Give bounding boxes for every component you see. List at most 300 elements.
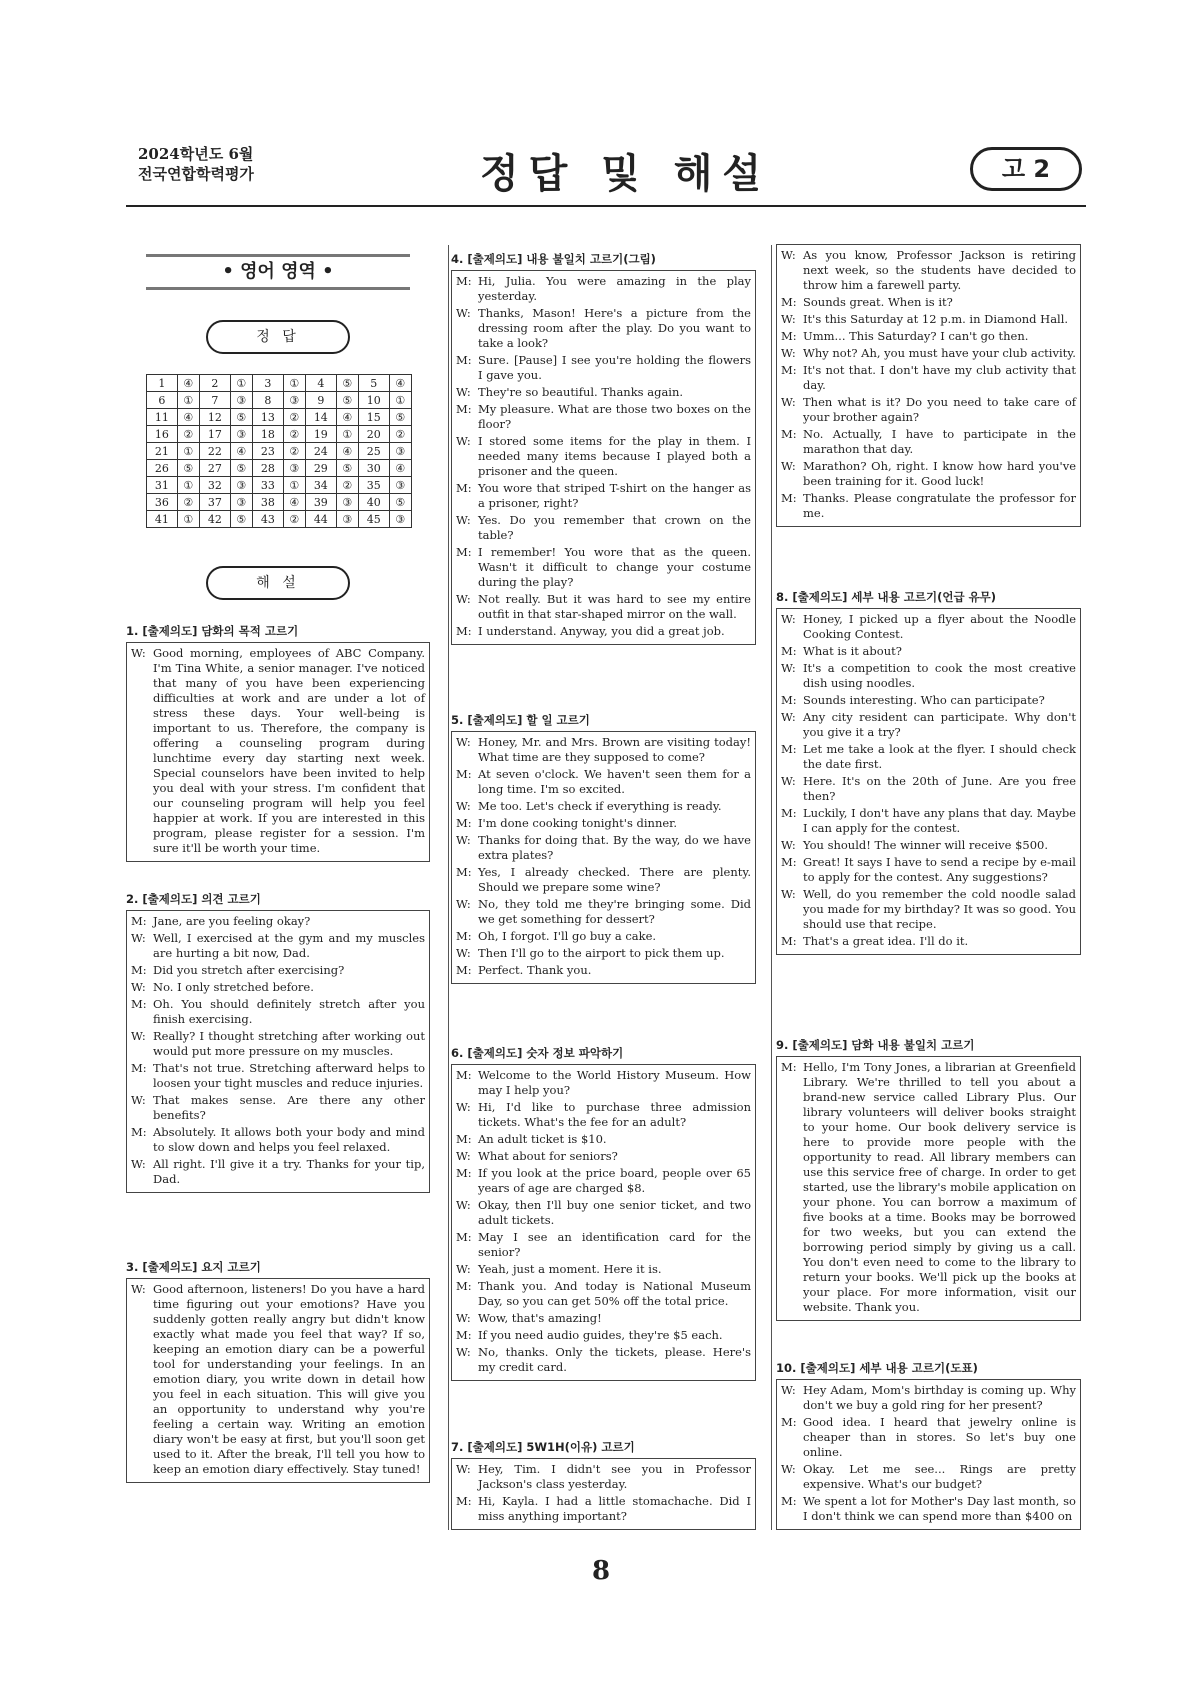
utterance: No. Actually, I have to participate in the marathon that day. (803, 427, 1076, 456)
answer-choice: ② (177, 494, 199, 511)
utterance: Did you stretch after exercising? (153, 963, 345, 977)
script-box (126, 910, 430, 1193)
speaker: W: (456, 799, 471, 813)
utterance: May I see an identification card for the senior? (478, 1230, 751, 1259)
question-number: 43 (252, 511, 283, 528)
answer-row (147, 392, 412, 409)
dialogue-line (781, 329, 1076, 344)
utterance: Great! It says I have to send a recipe by e-mail to apply for the contest. Any suggestions? (803, 855, 1076, 884)
section-title: 10. [출제의도] 세부 내용 고르기(도표) (776, 1361, 978, 1375)
answer-choice: ③ (389, 443, 411, 460)
section-q8 (776, 590, 1081, 955)
answers-label: 정 답 (206, 320, 350, 354)
dialogue-line (456, 1100, 751, 1130)
dialogue-line (131, 963, 425, 978)
dialogue-line (456, 481, 751, 511)
utterance: Oh. You should definitely stretch after you finish exercising. (153, 997, 425, 1026)
dialogue-line (781, 855, 1076, 885)
utterance: Yes, I already checked. There are plenty. Should we prepare some wine? (478, 865, 751, 894)
dialogue-line (781, 346, 1076, 361)
question-number: 29 (305, 460, 336, 477)
utterance: Absolutely. It allows both your body and mind to slow down and helps you feel relaxed. (153, 1125, 425, 1154)
utterance: Luckily, I don't have any plans that day. Maybe I can apply for the contest. (803, 806, 1076, 835)
speaker: W: (781, 312, 796, 326)
utterance: Yeah, just a moment. Here it is. (478, 1262, 662, 1276)
answer-choice: ① (283, 375, 305, 392)
grade-badge: 고 2 (970, 147, 1082, 191)
dialogue-line (131, 931, 425, 961)
utterance: All right. I'll give it a try. Thanks for your tip, Dad. (153, 1157, 425, 1186)
utterance: That's a great idea. I'll do it. (803, 934, 969, 948)
answer-choice: ② (283, 443, 305, 460)
answer-choice: ③ (336, 511, 358, 528)
answer-choice: ① (177, 392, 199, 409)
answer-choice: ③ (336, 494, 358, 511)
question-number: 26 (147, 460, 178, 477)
speaker: M: (131, 1061, 147, 1075)
question-number: 38 (252, 494, 283, 511)
question-number: 11 (147, 409, 178, 426)
speaker: W: (131, 1093, 146, 1107)
dialogue-line (456, 1311, 751, 1326)
utterance: Hi, I'd like to purchase three admission tickets. What's the fee for an adult? (478, 1100, 751, 1129)
speaker: M: (781, 806, 797, 820)
question-number: 8 (252, 392, 283, 409)
speaker: W: (456, 1262, 471, 1276)
answer-choice: ⑤ (177, 460, 199, 477)
speaker: M: (456, 624, 472, 638)
speaker: W: (131, 646, 146, 660)
question-number: 23 (252, 443, 283, 460)
utterance: Hey, Tim. I didn't see you in Professor Jackson's class yesterday. (478, 1462, 751, 1491)
answer-row (147, 494, 412, 511)
dialogue-line (456, 1166, 751, 1196)
speaker: M: (781, 329, 797, 343)
question-number: 20 (358, 426, 389, 443)
speaker: M: (456, 767, 472, 781)
answer-row (147, 511, 412, 528)
dialogue-line (781, 710, 1076, 740)
speaker: M: (456, 865, 472, 879)
exam-year-month: 2024학년도 6월 (138, 145, 254, 163)
answer-choice: ② (283, 511, 305, 528)
speaker: W: (456, 434, 471, 448)
question-number: 15 (358, 409, 389, 426)
dialogue-line (456, 592, 751, 622)
answer-choice: ② (389, 426, 411, 443)
speaker: M: (781, 427, 797, 441)
dialogue-line (131, 1029, 425, 1059)
script-box (126, 1278, 430, 1483)
answer-row (147, 409, 412, 426)
answer-choice: ③ (283, 460, 305, 477)
question-number: 34 (305, 477, 336, 494)
utterance: Wow, that's amazing! (478, 1311, 602, 1325)
speaker: M: (456, 1166, 472, 1180)
dialogue-line (781, 774, 1076, 804)
exam-name: 전국연합학력평가 (138, 165, 254, 183)
utterance: We spent a lot for Mother's Day last month, so I don't think we can spend more than $400 on (803, 1494, 1076, 1523)
script-box (126, 642, 430, 862)
dialogue-line (131, 1125, 425, 1155)
section-title: 8. [출제의도] 세부 내용 고르기(언급 유무) (776, 590, 997, 604)
answer-choice: ④ (336, 409, 358, 426)
dialogue-line (781, 295, 1076, 310)
dialogue-line (456, 897, 751, 927)
answer-choice: ② (283, 409, 305, 426)
dialogue-line (456, 385, 751, 400)
answer-choice: ① (177, 443, 199, 460)
question-number: 39 (305, 494, 336, 511)
utterance: Really? I thought stretching after working out would put more pressure on my muscles. (153, 1029, 425, 1058)
dialogue-line (781, 312, 1076, 327)
dialogue-line (131, 980, 425, 995)
dialogue-line (456, 1328, 751, 1343)
dialogue-line (781, 661, 1076, 691)
answer-choice: ⑤ (230, 511, 252, 528)
utterance: At seven o'clock. We haven't seen them for a long time. I'm so excited. (478, 767, 751, 796)
section-q4 (451, 252, 756, 645)
dialogue-line (456, 434, 751, 479)
utterance: Okay. Let me see... Rings are pretty expensive. What's our budget? (803, 1462, 1076, 1491)
utterance: You should! The winner will receive $500. (803, 838, 1049, 852)
dialogue-line (781, 395, 1076, 425)
dialogue-line (456, 929, 751, 944)
utterance: Hello, I'm Tony Jones, a librarian at Greenfield Library. We're thrilled to tell you about a brand-new service called Library Plus. Our library volunteers will deliver books straight to your home. Our book delivery service is here to provide more people with the opportunity to read. All library members can use this service free of charge. In order to get started, use the library's mobile application on your phone. You can borrow a maximum of five books at a time. Books may be borrowed for two weeks, but you can extend the borrowing period simply by giving us a call. You don't even need to come to the library to return your books. We'll pick up the books at your place. For more information, visit our website. Thank you. (803, 1060, 1076, 1314)
speaker: M: (781, 855, 797, 869)
speaker: M: (781, 295, 797, 309)
question-number: 25 (358, 443, 389, 460)
speaker: M: (781, 693, 797, 707)
dialogue-line (781, 427, 1076, 457)
utterance: Umm... This Saturday? I can't go then. (803, 329, 1029, 343)
dialogue-line (456, 735, 751, 765)
utterance: Me too. Let's check if everything is ready. (478, 799, 722, 813)
utterance: Sounds interesting. Who can participate? (803, 693, 1045, 707)
explanation-label: 해 설 (206, 566, 350, 600)
answer-choice: ④ (177, 375, 199, 392)
utterance: Well, I exercised at the gym and my muscles are hurting a bit now, Dad. (153, 931, 425, 960)
speaker: W: (131, 980, 146, 994)
answer-choice: ③ (230, 392, 252, 409)
utterance: Hey Adam, Mom's birthday is coming up. Why don't we buy a gold ring for her present? (803, 1383, 1076, 1412)
utterance: What is it about? (803, 644, 902, 658)
utterance: Thank you. And today is National Museum Day, so you can get 50% off the total price. (478, 1279, 751, 1308)
speaker: W: (781, 838, 796, 852)
speaker: W: (781, 612, 796, 626)
page-number: 8 (592, 1556, 611, 1586)
dialogue-line (456, 274, 751, 304)
question-number: 7 (199, 392, 230, 409)
speaker: W: (131, 931, 146, 945)
utterance: I stored some items for the play in them. I needed many items because I played both a prisoner and the queen. (478, 434, 751, 478)
utterance: No, they told me they're bringing some. Did we get something for dessert? (478, 897, 751, 926)
speaker: M: (131, 963, 147, 977)
speaker: W: (781, 459, 796, 473)
dialogue-line (781, 934, 1076, 949)
speaker: W: (456, 1311, 471, 1325)
speaker: M: (456, 353, 472, 367)
question-number: 6 (147, 392, 178, 409)
answer-choice: ② (283, 426, 305, 443)
question-number: 27 (199, 460, 230, 477)
utterance: Then I'll go to the airport to pick them up. (478, 946, 725, 960)
speaker: W: (456, 897, 471, 911)
dialogue-line (456, 946, 751, 961)
dialogue-line (456, 799, 751, 814)
utterance: If you look at the price board, people over 65 years of age are charged $8. (478, 1166, 751, 1195)
utterance: Thanks, Mason! Here's a picture from the dressing room after the play. Do you want to take a look? (478, 306, 751, 350)
script-box (776, 244, 1081, 527)
dialogue-line (781, 644, 1076, 659)
section-title: 9. [출제의도] 담화 내용 불일치 고르기 (776, 1038, 975, 1052)
answer-row (147, 426, 412, 443)
section-title: 7. [출제의도] 5W1H(이유) 고르기 (451, 1440, 635, 1454)
speaker: W: (456, 1462, 471, 1476)
utterance: Okay, then I'll buy one senior ticket, and two adult tickets. (478, 1198, 751, 1227)
utterance: Not really. But it was hard to see my entire outfit in that star-shaped mirror on the wall. (478, 592, 751, 621)
speaker: M: (456, 816, 472, 830)
question-number: 22 (199, 443, 230, 460)
utterance: Sure. [Pause] I see you're holding the flowers I gave you. (478, 353, 751, 382)
speaker: M: (456, 1132, 472, 1146)
dialogue-line (456, 1149, 751, 1164)
dialogue-line (781, 838, 1076, 853)
answer-choice: ② (336, 477, 358, 494)
section-title: 1. [출제의도] 담화의 목적 고르기 (126, 624, 299, 638)
utterance: Well, do you remember the cold noodle salad you made for my birthday? It was so good. You should use that recipe. (803, 887, 1076, 931)
speaker: W: (456, 735, 471, 749)
question-number: 10 (358, 392, 389, 409)
dialogue-line (781, 612, 1076, 642)
answer-choice: ① (230, 375, 252, 392)
question-number: 36 (147, 494, 178, 511)
answer-row (147, 460, 412, 477)
dialogue-line (456, 767, 751, 797)
utterance: Any city resident can participate. Why don't you give it a try? (803, 710, 1076, 739)
dialogue-line (456, 1462, 751, 1492)
dialogue-line (781, 1462, 1076, 1492)
dialogue-line (781, 1415, 1076, 1460)
dialogue-line (781, 806, 1076, 836)
question-number: 28 (252, 460, 283, 477)
question-number: 3 (252, 375, 283, 392)
answer-choice: ③ (230, 426, 252, 443)
question-number: 30 (358, 460, 389, 477)
question-number: 24 (305, 443, 336, 460)
section-q3 (126, 1260, 430, 1483)
question-number: 45 (358, 511, 389, 528)
answer-choice: ③ (230, 477, 252, 494)
column-divider (771, 245, 772, 1530)
utterance: I'm done cooking tonight's dinner. (478, 816, 678, 830)
speaker: W: (781, 1462, 796, 1476)
dialogue-line (131, 1061, 425, 1091)
utterance: Yes. Do you remember that crown on the table? (478, 513, 751, 542)
question-number: 31 (147, 477, 178, 494)
speaker: M: (456, 545, 472, 559)
speaker: W: (456, 513, 471, 527)
question-number: 40 (358, 494, 389, 511)
section-title: 5. [출제의도] 할 일 고르기 (451, 713, 590, 727)
speaker: W: (131, 1029, 146, 1043)
dialogue-line (781, 693, 1076, 708)
section-q1 (126, 624, 430, 862)
question-number: 32 (199, 477, 230, 494)
utterance: If you need audio guides, they're $5 each. (478, 1328, 723, 1342)
script-box (451, 270, 756, 645)
utterance: An adult ticket is $10. (478, 1132, 607, 1146)
script-box (776, 608, 1081, 955)
section-title: 2. [출제의도] 의견 고르기 (126, 892, 261, 906)
question-number: 19 (305, 426, 336, 443)
speaker: W: (781, 661, 796, 675)
speaker: W: (781, 395, 796, 409)
utterance: Oh, I forgot. I'll go buy a cake. (478, 929, 657, 943)
question-number: 2 (199, 375, 230, 392)
section-q10 (776, 1361, 1081, 1530)
answer-choice: ④ (283, 494, 305, 511)
question-number: 37 (199, 494, 230, 511)
dialogue-line (456, 306, 751, 351)
exam-info (138, 144, 254, 184)
speaker: M: (456, 1068, 472, 1082)
question-number: 44 (305, 511, 336, 528)
page-title: 정답 및 해설 (480, 150, 772, 197)
speaker: W: (456, 306, 471, 320)
section-title: 4. [출제의도] 내용 불일치 고르기(그림) (451, 252, 656, 266)
answer-choice: ⑤ (230, 460, 252, 477)
utterance: Welcome to the World History Museum. How may I help you? (478, 1068, 751, 1097)
dialogue-line (131, 1282, 425, 1477)
script-box (451, 1458, 756, 1530)
script-box (451, 1064, 756, 1381)
dialogue-line (456, 833, 751, 863)
dialogue-line (131, 1093, 425, 1123)
dialogue-line (456, 513, 751, 543)
answer-choice: ③ (230, 494, 252, 511)
speaker: W: (781, 1383, 796, 1397)
dialogue-line (781, 459, 1076, 489)
speaker: M: (456, 481, 472, 495)
question-number: 12 (199, 409, 230, 426)
dialogue-line (131, 997, 425, 1027)
speaker: W: (781, 774, 796, 788)
speaker: M: (456, 1279, 472, 1293)
speaker: M: (131, 997, 147, 1011)
answer-choice: ⑤ (336, 460, 358, 477)
answer-choice: ⑤ (336, 375, 358, 392)
utterance: Honey, I picked up a flyer about the Noodle Cooking Contest. (803, 612, 1076, 641)
speaker: W: (781, 887, 796, 901)
dialogue-line (131, 646, 425, 856)
section-q5 (451, 713, 756, 984)
dialogue-line (456, 1068, 751, 1098)
subject-title: • 영어 영역 • (146, 254, 410, 290)
speaker: M: (456, 1328, 472, 1342)
dialogue-line (456, 402, 751, 432)
question-number: 9 (305, 392, 336, 409)
question-number: 4 (305, 375, 336, 392)
speaker: M: (781, 1415, 797, 1429)
dialogue-line (781, 1060, 1076, 1315)
answer-choice: ④ (230, 443, 252, 460)
speaker: M: (456, 1494, 472, 1508)
speaker: W: (781, 710, 796, 724)
dialogue-line (456, 1345, 751, 1375)
speaker: W: (456, 1149, 471, 1163)
answer-choice: ④ (389, 375, 411, 392)
answer-row (147, 443, 412, 460)
section-title: 6. [출제의도] 숫자 정보 파악하기 (451, 1046, 624, 1060)
speaker: W: (456, 833, 471, 847)
answer-choice: ④ (177, 409, 199, 426)
question-number: 41 (147, 511, 178, 528)
utterance: Hi, Julia. You were amazing in the play yesterday. (478, 274, 751, 303)
speaker: W: (456, 385, 471, 399)
dialogue-line (456, 1262, 751, 1277)
dialogue-line (456, 353, 751, 383)
utterance: Sounds great. When is it? (803, 295, 953, 309)
dialogue-line (456, 865, 751, 895)
question-number: 42 (199, 511, 230, 528)
speaker: M: (781, 363, 797, 377)
dialogue-line (781, 248, 1076, 293)
utterance: My pleasure. What are those two boxes on the floor? (478, 402, 751, 431)
script-box (776, 1379, 1081, 1530)
question-number: 18 (252, 426, 283, 443)
dialogue-line (781, 887, 1076, 932)
speaker: W: (781, 248, 796, 262)
speaker: M: (456, 963, 472, 977)
answer-choice: ① (283, 477, 305, 494)
question-number: 14 (305, 409, 336, 426)
dialogue-line (456, 1132, 751, 1147)
answer-choice: ⑤ (389, 409, 411, 426)
answer-choice: ① (177, 477, 199, 494)
section-q2 (126, 892, 430, 1193)
dialogue-line (781, 363, 1076, 393)
dialogue-line (456, 1198, 751, 1228)
utterance: What about for seniors? (478, 1149, 618, 1163)
utterance: Good idea. I heard that jewelry online is cheaper than in stores. So let's buy one online. (803, 1415, 1076, 1459)
answer-choice: ① (177, 511, 199, 528)
answer-choice: ③ (389, 477, 411, 494)
dialogue-line (131, 914, 425, 929)
dialogue-line (456, 1494, 751, 1524)
speaker: W: (456, 1345, 471, 1359)
speaker: W: (456, 592, 471, 606)
utterance: Good morning, employees of ABC Company. I'm Tina White, a senior manager. I've noticed that many of you have been experiencing difficulties at work and are under a lot of stress these days. Your well-being is important to us. Therefore, the company is offering a counseling program during lunchtime every day starting next week. Special counselors have been invited to help you deal with your stress. I'm confident that our counseling program will help you feel happier at work. If you are interested in this program, please register for a session. I'm sure it'll be worth your time. (153, 646, 425, 855)
speaker: W: (456, 946, 471, 960)
speaker: W: (131, 1157, 146, 1171)
question-number: 21 (147, 443, 178, 460)
dialogue-line (456, 1279, 751, 1309)
answer-table (146, 374, 412, 528)
utterance: As you know, Professor Jackson is retiring next week, so the students have decided to throw him a farewell party. (803, 248, 1076, 292)
utterance: No. I only stretched before. (153, 980, 314, 994)
answer-choice: ① (389, 392, 411, 409)
speaker: W: (781, 346, 796, 360)
utterance: Hi, Kayla. I had a little stomachache. Did I miss anything important? (478, 1494, 751, 1523)
utterance: I understand. Anyway, you did a great job. (478, 624, 725, 638)
speaker: W: (456, 1100, 471, 1114)
question-number: 5 (358, 375, 389, 392)
speaker: W: (456, 1198, 471, 1212)
utterance: Why not? Ah, you must have your club activity. (803, 346, 1076, 360)
question-number: 17 (199, 426, 230, 443)
dialogue-line (456, 816, 751, 831)
